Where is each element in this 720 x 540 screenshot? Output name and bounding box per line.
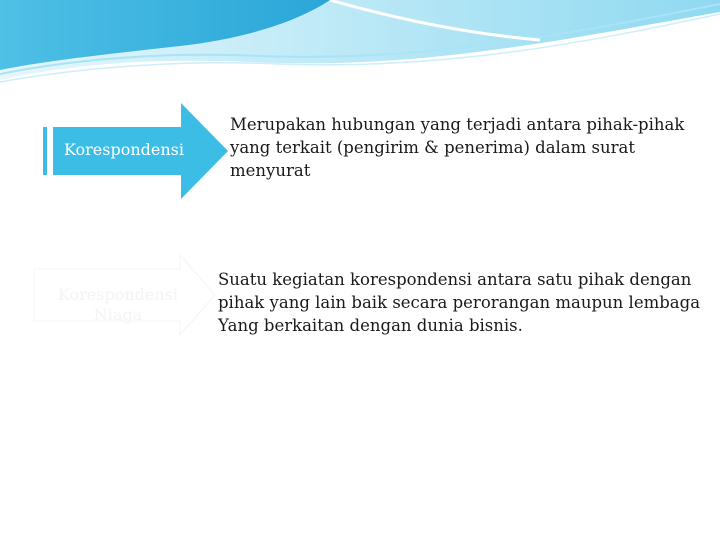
item-1-description <box>230 113 684 182</box>
header-wave-decoration <box>0 0 720 90</box>
description-line: Merupakan hubungan yang terjadi antara pihak-pihak <box>230 115 685 134</box>
description-line: pihak yang lain baik secara perorangan maupun lembaga <box>218 293 701 312</box>
item-1-label <box>64 140 184 159</box>
description-line: menyurat <box>230 161 311 180</box>
accent-bar <box>43 127 47 175</box>
description-line: yang terkait (pengirim & penerima) dalam surat <box>230 138 635 157</box>
label-line: Korespondensi <box>64 140 185 159</box>
item-2-description <box>218 268 700 337</box>
description-line: Suatu kegiatan korespondensi antara satu pihak dengan <box>218 270 692 289</box>
description-line: Yang berkaitan dengan dunia bisnis. <box>218 316 523 335</box>
label-line: Niaga <box>93 305 143 324</box>
item-2-arrow <box>30 255 215 351</box>
item-2-label <box>58 285 178 325</box>
label-line: Korespondensi <box>58 285 179 304</box>
item-1-arrow <box>43 103 228 199</box>
